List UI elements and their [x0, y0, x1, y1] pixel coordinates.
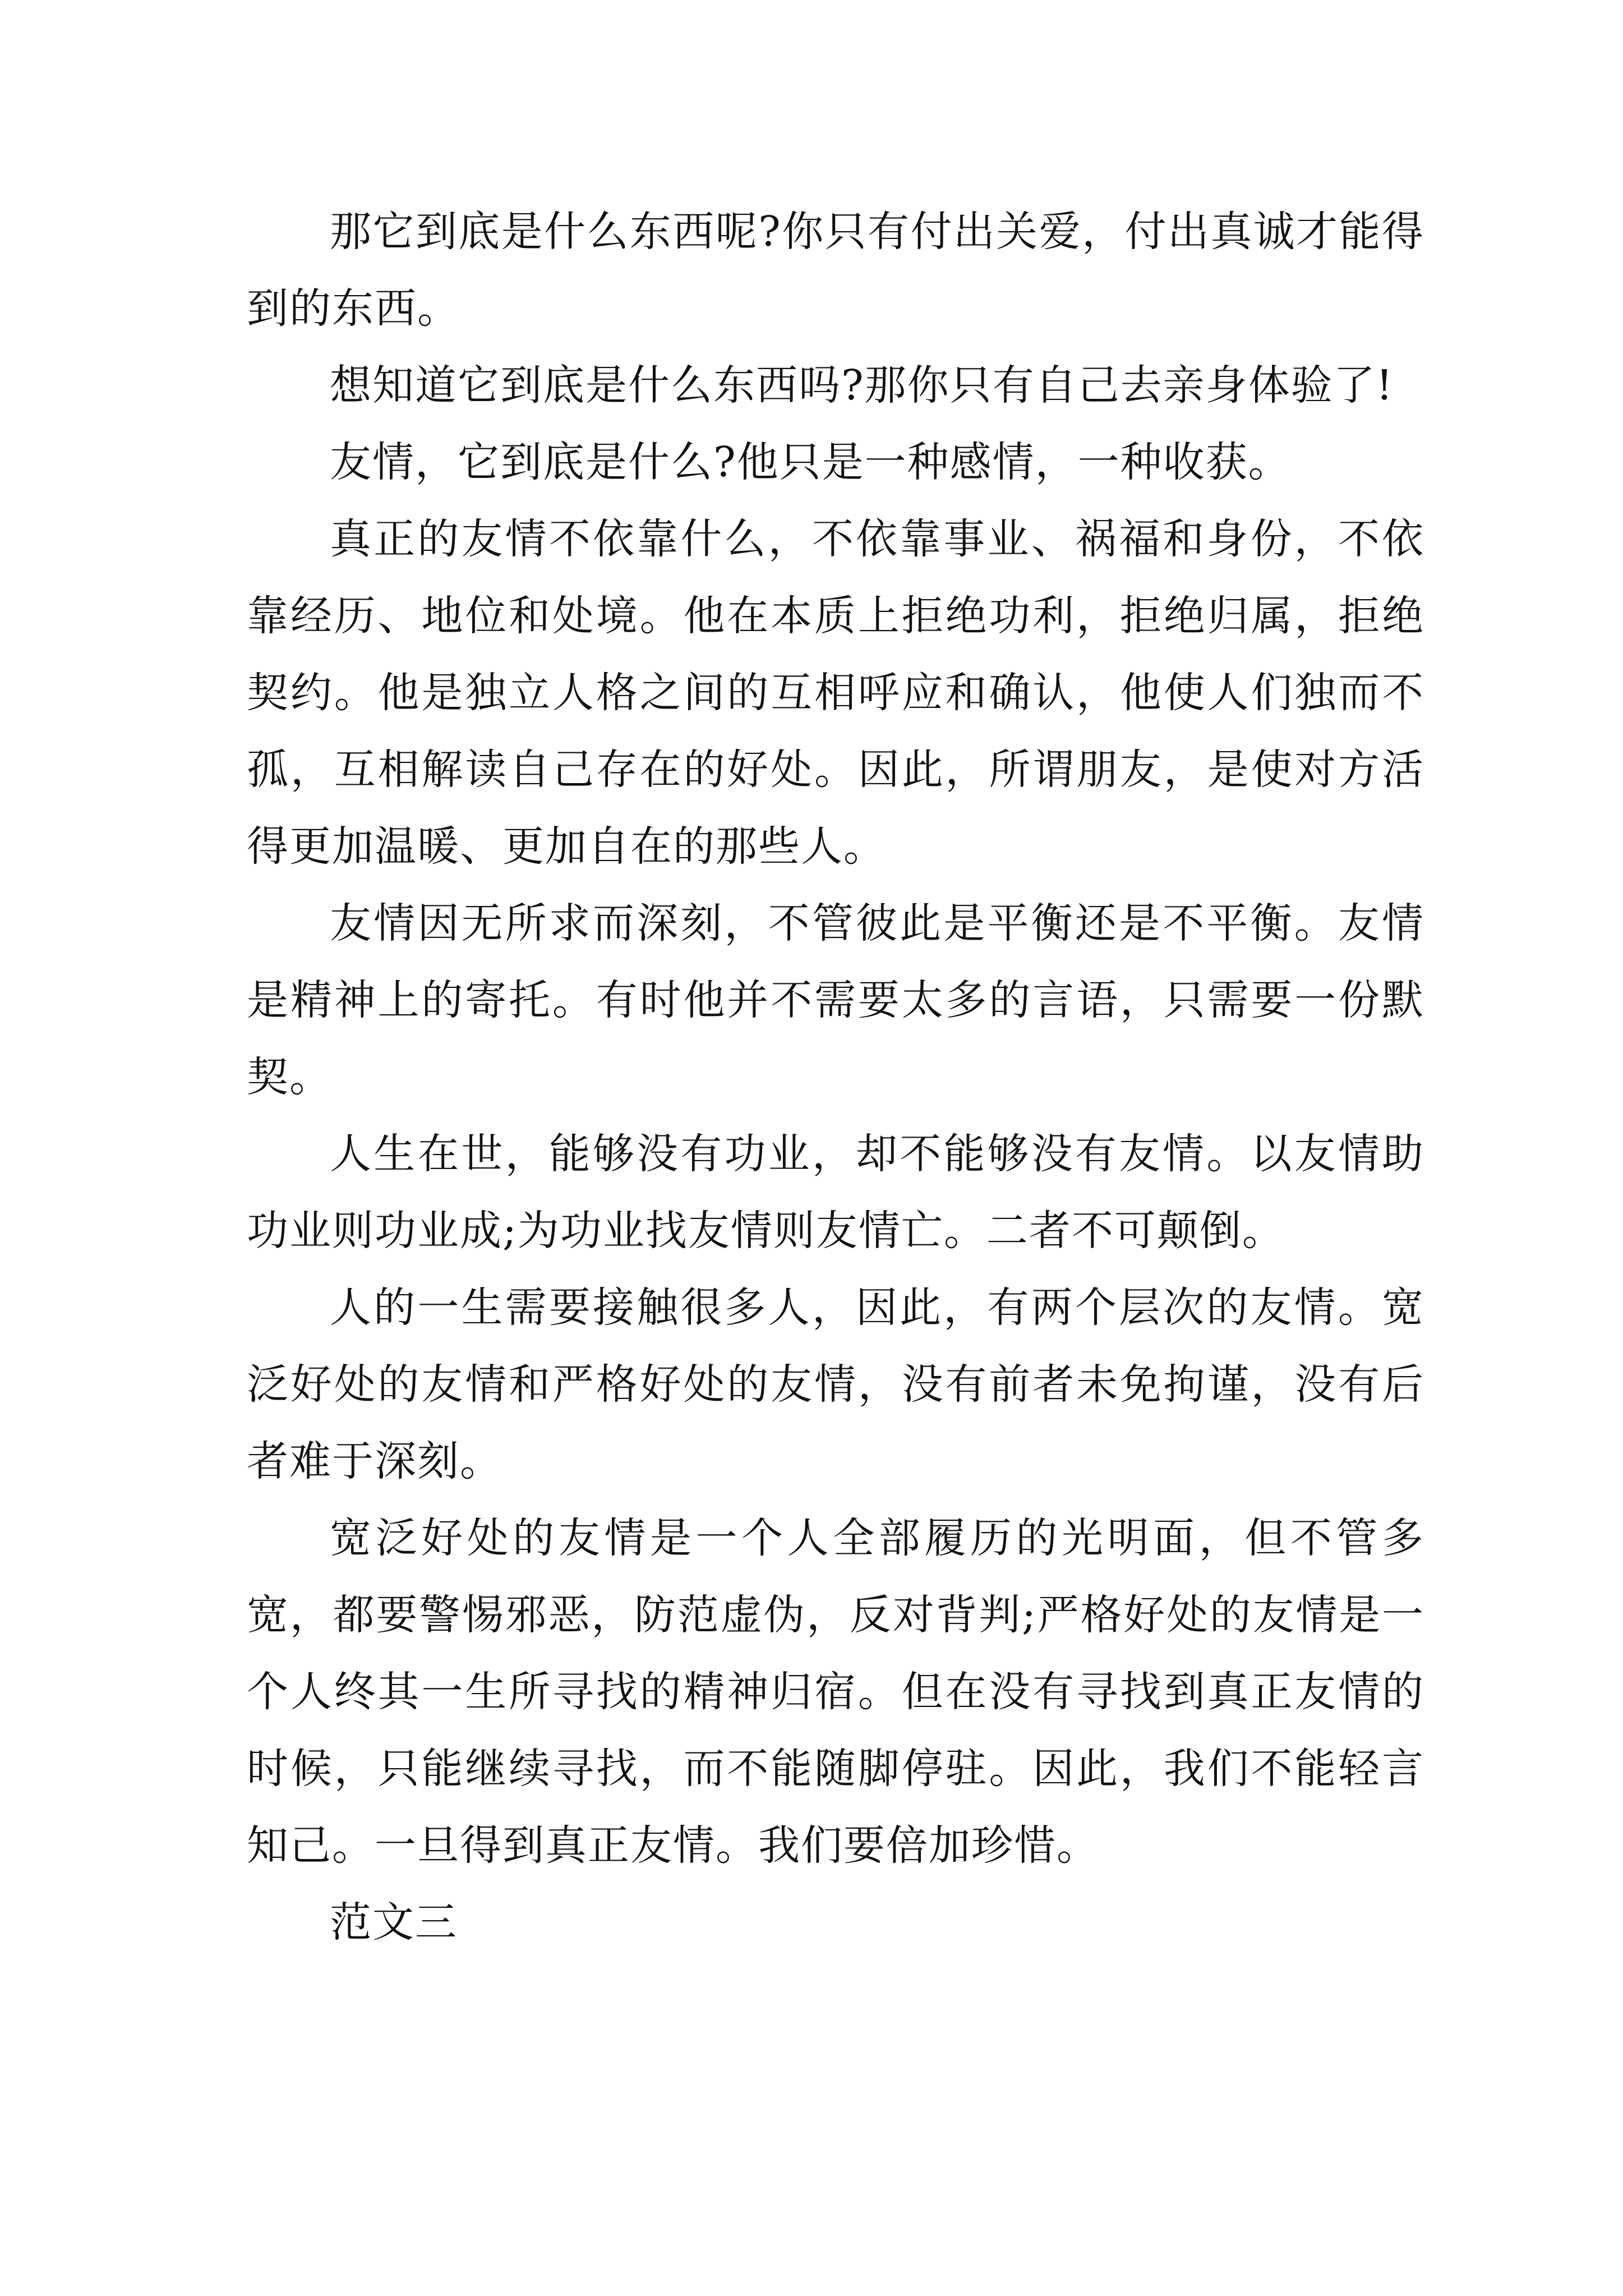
- paragraph-2: 想知道它到底是什么东西吗?那你只有自己去亲身体验了!: [330, 361, 1394, 409]
- paragraph-8: 宽泛好处的友情是一个人全部履历的光明面，但不管多宽，都要警惕邪恶，防范虚伪，反对背判;严格好处的友情是一个人终其一生所寻找的精神归宿。但在没有寻找到真正友情的时候，只能继续寻找，而不能随脚停驻。因此，我们不能轻言知己。一旦得到真正友情。我们要倍加珍惜。: [247, 1514, 1424, 1870]
- paragraph-3: 友情，它到底是什么?他只是一种感情，一种收获。: [330, 438, 1291, 486]
- paragraph-6: 人生在世，能够没有功业，却不能够没有友情。以友情助功业则功业成;为功业找友情则友情亡。二者不可颠倒。: [247, 1130, 1424, 1255]
- document-body: [247, 194, 1424, 1961]
- paragraph-5: 友情因无所求而深刻，不管彼此是平衡还是不平衡。友情是精神上的寄托。有时他并不需要太多的言语，只需要一份默契。: [247, 899, 1424, 1101]
- section-heading: 范文三: [330, 1898, 458, 1947]
- paragraph-7: 人的一生需要接触很多人，因此，有两个层次的友情。宽泛好处的友情和严格好处的友情，没有前者未免拘谨，没有后者难于深刻。: [247, 1283, 1424, 1485]
- paragraph-4: 真正的友情不依靠什么，不依靠事业、祸福和身份，不依靠经历、地位和处境。他在本质上拒绝功利，拒绝归属，拒绝契约。他是独立人格之间的互相呼应和确认，他使人们独而不孤，互相解读自己存在的好处。因此，所谓朋友，是使对方活得更加温暖、更加自在的那些人。: [247, 515, 1424, 871]
- paragraph-1: 那它到底是什么东西呢?你只有付出关爱，付出真诚才能得到的东西。: [247, 208, 1424, 333]
